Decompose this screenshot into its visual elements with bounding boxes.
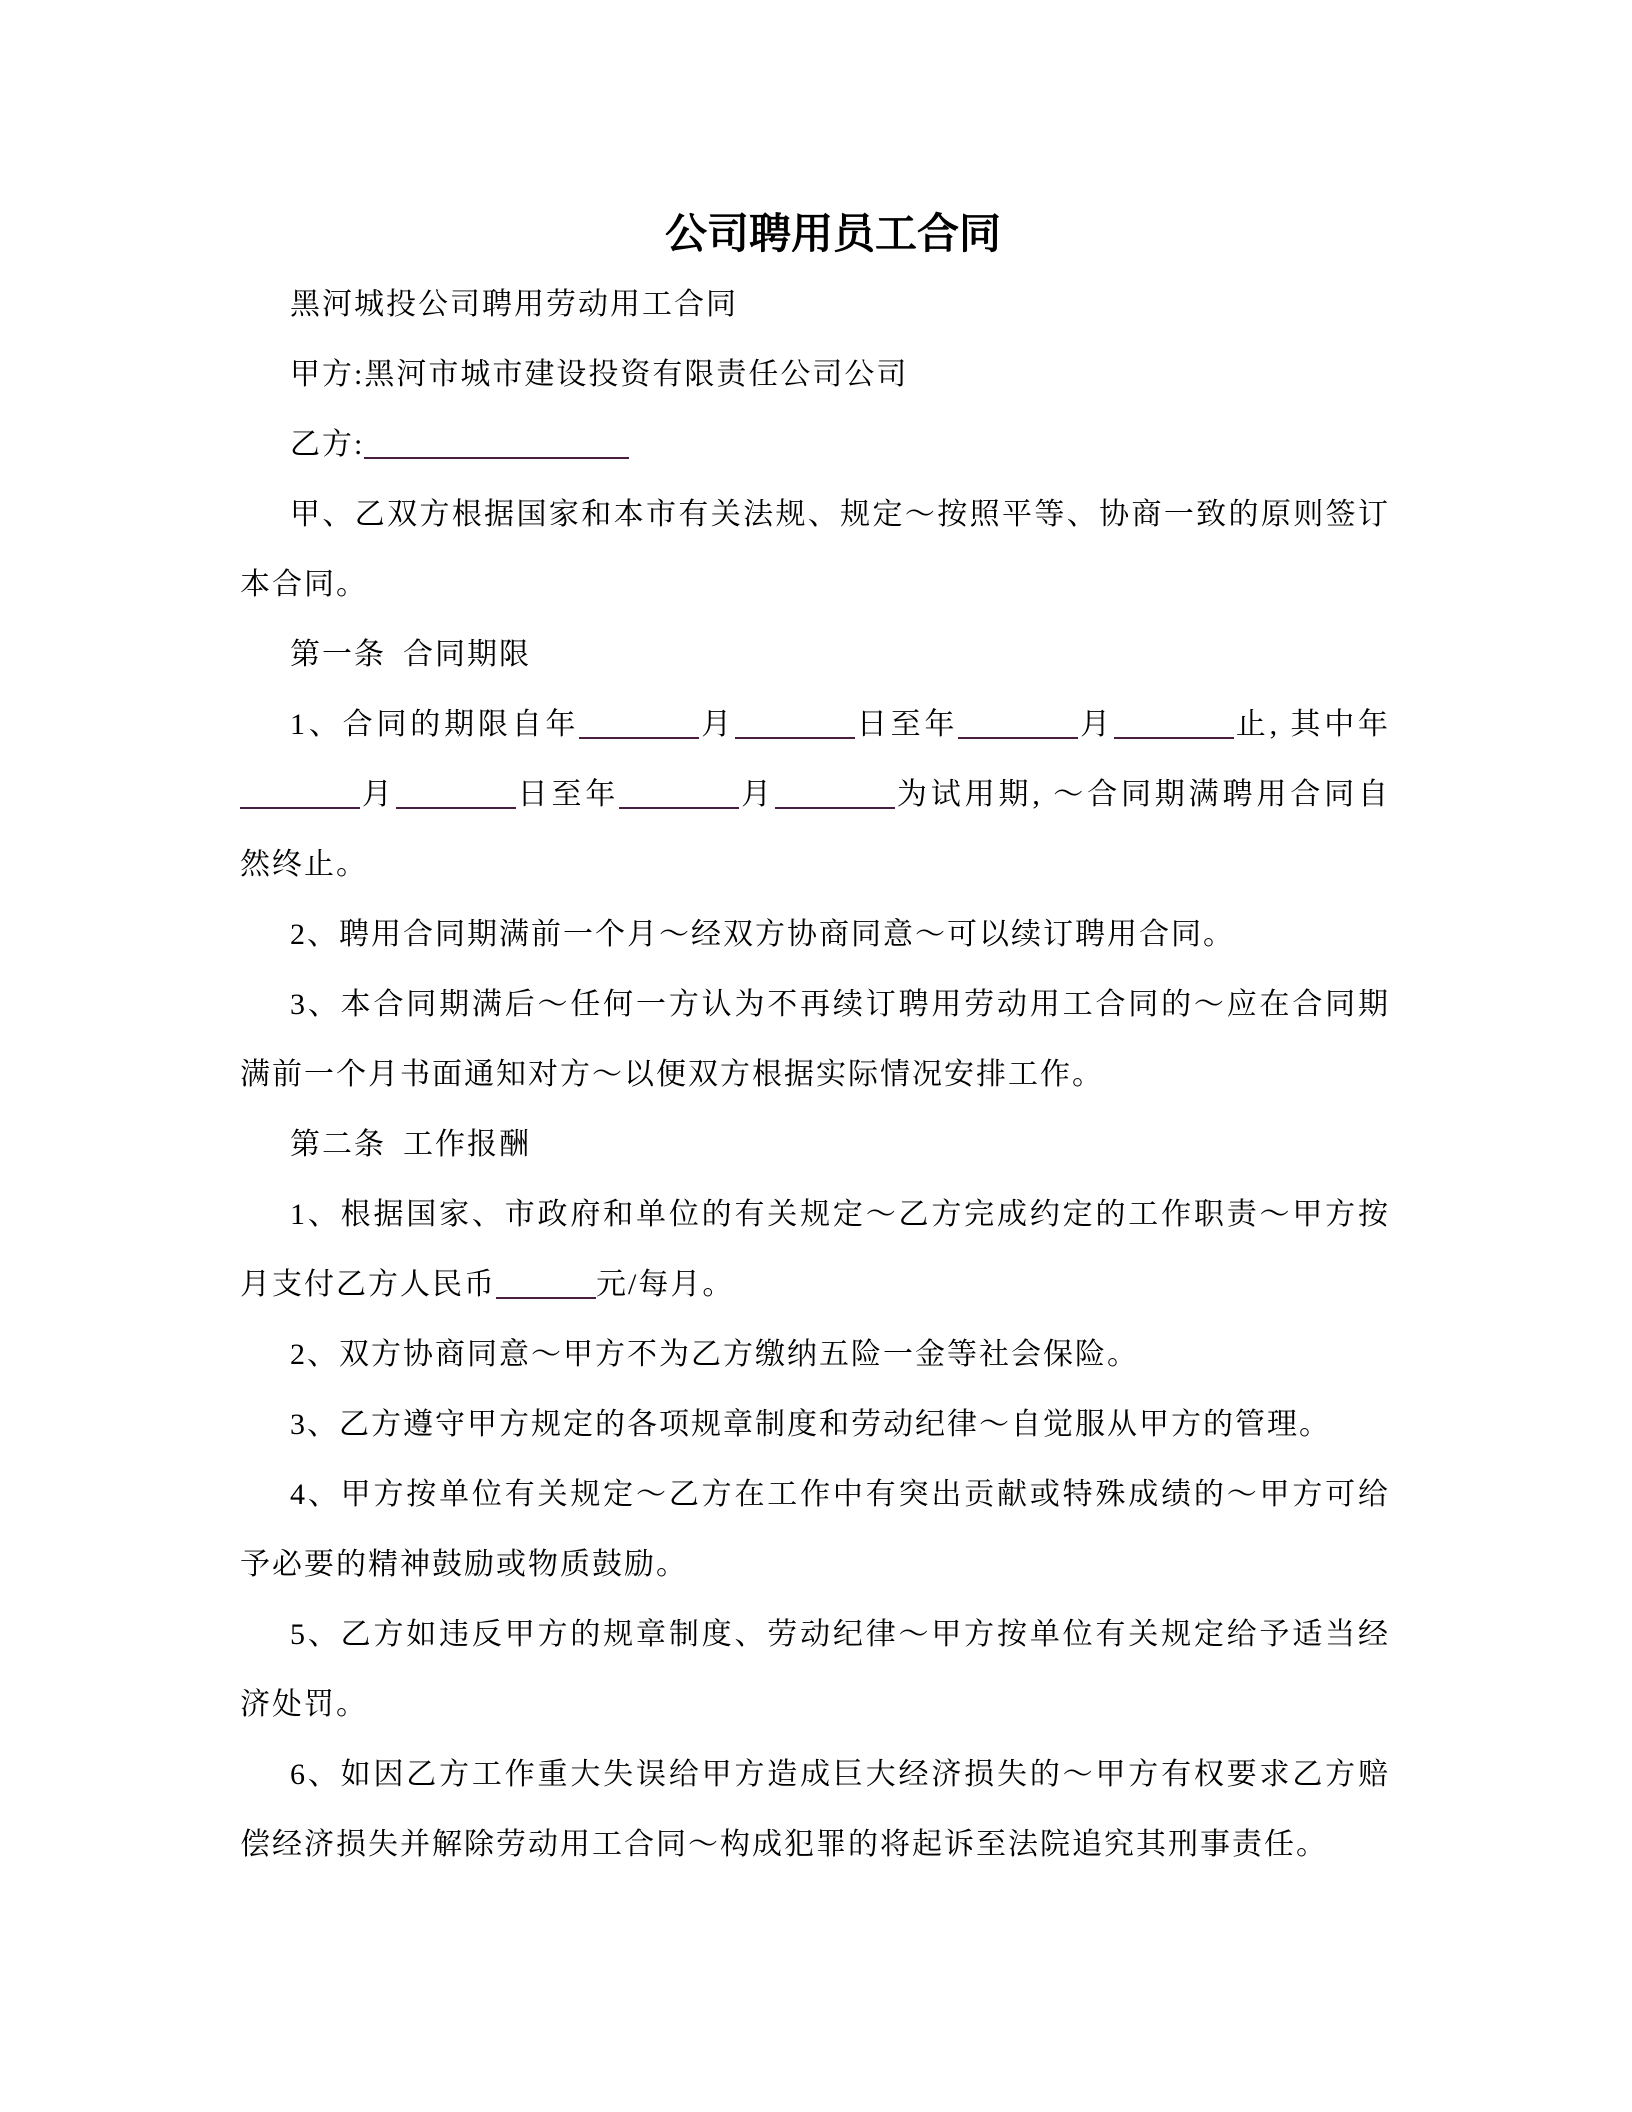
blank-field — [579, 709, 699, 739]
paragraph-clause-1-item-1-line-3 — [240, 830, 1390, 900]
text-run: 日至年 — [515, 778, 620, 811]
document-body — [240, 270, 1390, 1880]
paragraph-clause-1-item-2-line-1 — [240, 900, 1390, 970]
blank-field — [396, 779, 516, 809]
text-run: 1、根据国家、市政府和单位的有关规定～乙方完成约定的工作职责～甲方按 — [290, 1198, 1390, 1231]
document-title: 公司聘用员工合同 — [664, 212, 1001, 258]
paragraph-party-a-line-1 — [240, 340, 1390, 410]
paragraph-clause-2-item-2-line-1 — [240, 1320, 1390, 1390]
text-run: 第一条 合同期限 — [290, 638, 531, 671]
text-run: 月 — [699, 708, 736, 741]
blank-field — [496, 1269, 596, 1299]
paragraph-clause-1-heading-line-1 — [240, 620, 1390, 690]
paragraph-clause-2-heading-line-1 — [240, 1110, 1390, 1180]
text-run: 济处罚。 — [240, 1688, 368, 1721]
blank-field — [240, 779, 360, 809]
paragraph-clause-2-item-3-line-1 — [240, 1390, 1390, 1460]
paragraph-clause-2-item-4-line-2 — [240, 1530, 1390, 1600]
paragraph-clause-2-item-6-line-1 — [240, 1740, 1390, 1810]
text-run: 黑河城投公司聘用劳动用工合同 — [290, 288, 738, 321]
text-run: 3、乙方遵守甲方规定的各项规章制度和劳动纪律～自觉服从甲方的管理。 — [290, 1408, 1331, 1441]
text-run: 6、如因乙方工作重大失误给甲方造成巨大经济损失的～甲方有权要求乙方赔 — [290, 1758, 1390, 1791]
text-run: 满前一个月书面通知对方～以便双方根据实际情况安排工作。 — [240, 1058, 1104, 1091]
text-run: 3、本合同期满后～任何一方认为不再续订聘用劳动用工合同的～应在合同期 — [290, 988, 1390, 1021]
paragraph-clause-2-item-6-line-2 — [240, 1810, 1390, 1880]
paragraph-clause-2-item-5-line-1 — [240, 1600, 1390, 1670]
text-run: 然终止。 — [240, 848, 368, 881]
paragraph-preamble-line-2 — [240, 550, 1390, 620]
blank-field — [364, 429, 629, 459]
text-run: 月 — [360, 778, 396, 811]
text-run: 本合同。 — [240, 568, 368, 601]
text-run: 甲方:黑河市城市建设投资有限责任公司公司 — [290, 358, 909, 391]
paragraph-party-b-line-1 — [240, 410, 1390, 480]
blank-field — [1114, 709, 1234, 739]
text-run: 偿经济损失并解除劳动用工合同～构成犯罪的将起诉至法院追究其刑事责任。 — [240, 1828, 1328, 1861]
blank-field — [958, 709, 1078, 739]
text-run: 日至年 — [855, 708, 959, 741]
text-run: 5、乙方如违反甲方的规章制度、劳动纪律～甲方按单位有关规定给予适当经 — [290, 1618, 1390, 1651]
paragraph-preamble-line-1 — [240, 480, 1390, 550]
paragraph-clause-2-item-5-line-2 — [240, 1670, 1390, 1740]
text-run: 月支付乙方人民币 — [240, 1268, 496, 1301]
paragraph-clause-1-item-1-line-2 — [240, 760, 1390, 830]
text-run: 2、双方协商同意～甲方不为乙方缴纳五险一金等社会保险。 — [290, 1338, 1139, 1371]
text-run: 为试用期, ～合同期满聘用合同自 — [894, 778, 1390, 811]
text-run: 月 — [1078, 708, 1114, 741]
paragraph-clause-1-item-1-line-1 — [240, 690, 1390, 760]
paragraph-clause-1-item-3-line-2 — [240, 1040, 1390, 1110]
text-run: 2、聘用合同期满前一个月～经双方协商同意～可以续订聘用合同。 — [290, 918, 1235, 951]
text-run: 元/每月。 — [596, 1268, 735, 1301]
paragraph-clause-2-item-4-line-1 — [240, 1460, 1390, 1530]
paragraph-clause-2-item-1-line-2 — [240, 1250, 1390, 1320]
blank-field — [619, 779, 739, 809]
text-run: 甲、乙双方根据国家和本市有关法规、规定～按照平等、协商一致的原则签订 — [290, 498, 1390, 531]
paragraph-clause-2-item-1-line-1 — [240, 1180, 1390, 1250]
text-run: 月 — [739, 778, 775, 811]
blank-field — [735, 709, 855, 739]
text-run: 予必要的精神鼓励或物质鼓励。 — [240, 1548, 688, 1581]
text-run: 乙方: — [290, 428, 365, 461]
blank-field — [775, 779, 895, 809]
text-run: 4、甲方按单位有关规定～乙方在工作中有突出贡献或特殊成绩的～甲方可给 — [290, 1478, 1390, 1511]
text-run: 1、合同的期限自年 — [290, 708, 580, 741]
paragraph-subtitle-line-1 — [240, 270, 1390, 340]
text-run: 第二条 工作报酬 — [290, 1128, 531, 1161]
paragraph-clause-1-item-3-line-1 — [240, 970, 1390, 1040]
text-run: 止, 其中年 — [1233, 708, 1390, 741]
